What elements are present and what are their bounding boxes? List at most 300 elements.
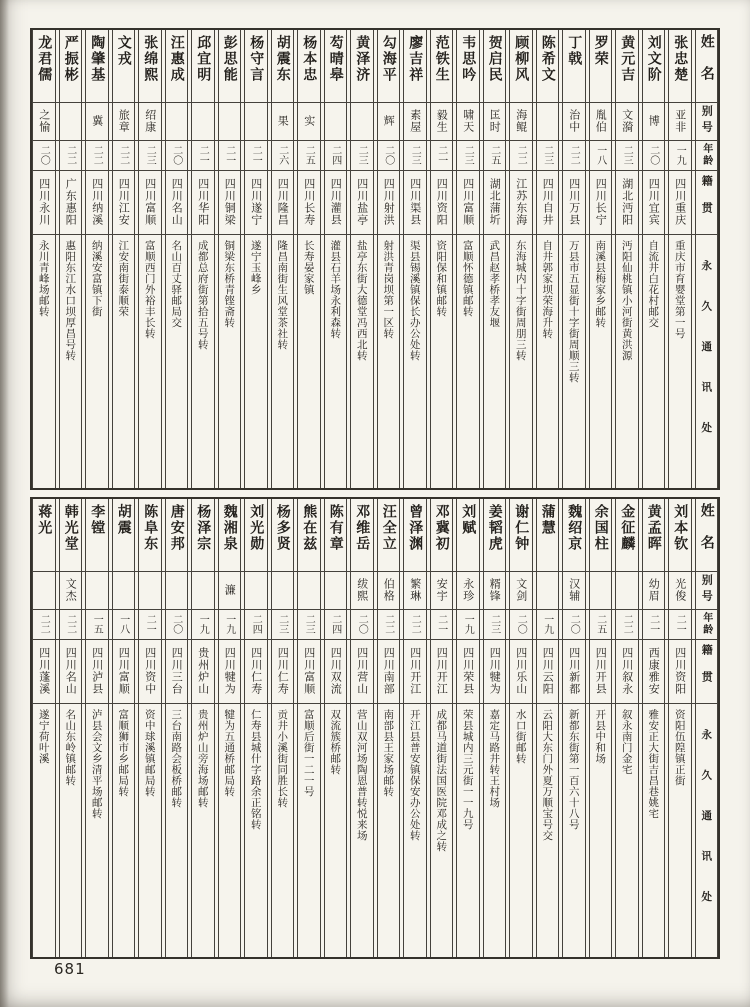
person-address: 渠县锡溪镇保长办公处转 xyxy=(408,240,421,361)
person-age: 一九 xyxy=(462,614,474,634)
person-native-place-cell xyxy=(669,639,691,703)
person-age: 二一 xyxy=(647,614,659,634)
person-alias-cell xyxy=(192,102,214,140)
person-alias-cell xyxy=(404,571,426,609)
person-native-place: 四川资阳 xyxy=(435,178,449,226)
person-name: 魏绍京 xyxy=(566,504,583,552)
person-native-place-cell xyxy=(166,170,188,234)
person-age: 一九 xyxy=(674,145,686,165)
person-alias-cell xyxy=(484,102,506,140)
person-age-cell xyxy=(404,140,426,170)
person-name: 文戎 xyxy=(115,35,132,67)
person-name: 龙君儒 xyxy=(36,35,53,83)
person-name: 邱宜明 xyxy=(195,35,212,83)
person-address-cell xyxy=(192,703,214,957)
person-name-cell xyxy=(457,499,479,571)
person-native-place-cell xyxy=(378,170,400,234)
person-native-place-cell xyxy=(563,170,585,234)
person-name: 芶晴皋 xyxy=(327,35,344,83)
person-age: 二三 xyxy=(276,614,288,634)
person-address: 纳溪安富镇下街 xyxy=(90,240,103,317)
person-entry-column xyxy=(483,30,507,488)
person-alias-cell xyxy=(351,571,373,609)
person-age: 二〇 xyxy=(356,614,368,634)
person-age: 二四 xyxy=(250,614,262,634)
person-age: 二〇 xyxy=(568,614,580,634)
person-entry-column xyxy=(112,30,136,488)
person-native-place-cell xyxy=(325,639,347,703)
person-native-place-cell xyxy=(669,170,691,234)
person-age: 二三 xyxy=(541,145,553,165)
person-address: 富顺狮市乡邮局转 xyxy=(117,709,130,797)
person-entry-column xyxy=(244,30,268,488)
person-name: 范铁生 xyxy=(433,35,450,83)
person-alias-cell xyxy=(590,571,612,609)
person-address-cell xyxy=(643,234,665,488)
person-name-cell xyxy=(60,30,82,102)
person-address-cell xyxy=(457,703,479,957)
person-name: 蒲慧 xyxy=(539,504,556,536)
person-alias: 实 xyxy=(302,115,316,127)
person-name-cell xyxy=(166,499,188,571)
person-address-cell xyxy=(484,703,506,957)
person-native-place: 四川铜梁 xyxy=(223,178,237,226)
person-entry-column xyxy=(562,499,586,957)
person-age: 二四 xyxy=(329,614,341,634)
person-address: 武昌赵孝桥孝友堰 xyxy=(488,240,501,328)
header-name-label: 姓名 xyxy=(698,503,715,567)
person-age-cell xyxy=(139,609,161,639)
person-alias: 胤伯 xyxy=(594,109,608,133)
person-native-place-cell xyxy=(563,639,585,703)
person-address: 名山东岭镇邮转 xyxy=(64,709,77,786)
person-age-cell xyxy=(669,609,691,639)
person-age: 一五 xyxy=(91,614,103,634)
person-address-cell xyxy=(378,703,400,957)
person-name: 杨本忠 xyxy=(301,35,318,83)
person-address: 开江县普安镇保安办公处转 xyxy=(408,709,421,841)
person-entry-column xyxy=(615,499,639,957)
person-native-place: 四川仁寿 xyxy=(276,647,290,695)
person-name-cell xyxy=(219,30,241,102)
person-age-cell xyxy=(60,140,82,170)
person-entry-column xyxy=(642,30,666,488)
person-address-cell xyxy=(351,234,373,488)
person-native-place-cell xyxy=(643,170,665,234)
person-name: 姜韬虎 xyxy=(486,504,503,552)
person-native-place: 四川自井 xyxy=(541,178,555,226)
person-alias: 辉 xyxy=(382,115,396,127)
person-alias-cell xyxy=(404,102,426,140)
person-address: 嘉定马路井转王村场 xyxy=(488,709,501,808)
person-alias-cell xyxy=(616,102,638,140)
person-alias-cell xyxy=(643,102,665,140)
person-name-cell xyxy=(298,499,320,571)
person-age-cell xyxy=(643,140,665,170)
person-alias-cell xyxy=(378,571,400,609)
person-native-place: 四川名山 xyxy=(64,647,78,695)
person-address: 成都马道街法国医院邓成之转 xyxy=(435,709,448,852)
person-address: 开县中和场 xyxy=(594,709,607,764)
person-age-cell xyxy=(484,140,506,170)
header-alias-cell xyxy=(696,571,718,609)
person-native-place-cell xyxy=(139,170,161,234)
person-entry-column xyxy=(297,30,321,488)
person-entry-column xyxy=(350,499,374,957)
person-name-cell xyxy=(139,30,161,102)
person-alias-cell xyxy=(431,571,453,609)
person-address: 遂宁荷叶溪 xyxy=(37,709,50,764)
person-address: 资中球溪镇邮局转 xyxy=(143,709,156,797)
person-entry-column xyxy=(32,499,56,957)
person-native-place: 四川长宁 xyxy=(594,178,608,226)
person-address: 遂宁玉峰乡 xyxy=(249,240,262,295)
person-age-cell xyxy=(404,609,426,639)
person-native-place: 四川犍为 xyxy=(488,647,502,695)
person-native-place-cell xyxy=(537,639,559,703)
person-native-place-cell xyxy=(590,170,612,234)
person-alias-cell xyxy=(272,571,294,609)
person-address: 雅安正大街吉昌巷姚宅 xyxy=(647,709,660,819)
person-address: 资阳保和镇邮转 xyxy=(435,240,448,317)
person-age: 二〇 xyxy=(38,145,50,165)
registry-table-bottom-columns xyxy=(32,499,718,957)
person-age: 二一 xyxy=(435,145,447,165)
person-name: 黄泽济 xyxy=(354,35,371,83)
person-alias-cell xyxy=(457,571,479,609)
person-name-cell xyxy=(537,30,559,102)
person-name-cell xyxy=(113,30,135,102)
person-alias-cell xyxy=(510,102,532,140)
person-age: 二〇 xyxy=(170,614,182,634)
person-name-cell xyxy=(643,499,665,571)
person-address-cell xyxy=(484,234,506,488)
person-entry-column xyxy=(562,30,586,488)
person-age-cell xyxy=(351,140,373,170)
person-native-place-cell xyxy=(219,170,241,234)
person-name: 刘赋 xyxy=(460,504,477,536)
header-name-label: 姓名 xyxy=(698,34,715,98)
person-address: 灌县石羊场永利森转 xyxy=(329,240,342,339)
person-name: 张绵熙 xyxy=(142,35,159,83)
person-age: 二一 xyxy=(250,145,262,165)
person-alias: 冀 xyxy=(90,115,104,127)
person-native-place-cell xyxy=(139,639,161,703)
person-name: 陈阜东 xyxy=(142,504,159,552)
registry-table-top xyxy=(30,28,720,490)
person-address: 南部县王家场邮转 xyxy=(382,709,395,797)
person-age-cell xyxy=(139,140,161,170)
person-name: 邓维岳 xyxy=(354,504,371,552)
person-address: 荣县城内三元街一一九号 xyxy=(461,709,474,830)
row-divider xyxy=(32,639,718,640)
person-alias: 光俊 xyxy=(673,578,687,602)
person-alias: 绍康 xyxy=(143,109,157,133)
row-divider xyxy=(32,234,718,235)
person-name: 金征麟 xyxy=(619,504,636,552)
person-alias: 旅章 xyxy=(117,109,131,133)
person-entry-column xyxy=(138,30,162,488)
person-address-cell xyxy=(298,703,320,957)
person-alias-cell xyxy=(113,571,135,609)
person-name: 李镗 xyxy=(89,504,106,536)
person-age: 二三 xyxy=(356,145,368,165)
person-alias: 果 xyxy=(276,115,290,127)
person-age-cell xyxy=(33,140,55,170)
person-native-place: 四川永川 xyxy=(37,178,51,226)
person-age: 二五 xyxy=(303,145,315,165)
person-age: 二〇 xyxy=(382,145,394,165)
person-name: 杨守言 xyxy=(248,35,265,83)
person-entry-column xyxy=(430,30,454,488)
person-address: 叙永南门金宅 xyxy=(620,709,633,775)
person-native-place: 四川江安 xyxy=(117,178,131,226)
person-age: 二二 xyxy=(515,145,527,165)
person-address-cell xyxy=(510,703,532,957)
person-entry-column xyxy=(324,499,348,957)
person-entry-column xyxy=(59,30,83,488)
person-native-place: 四川富顺 xyxy=(117,647,131,695)
person-name: 张忠楚 xyxy=(672,35,689,83)
person-name: 丁戟 xyxy=(566,35,583,67)
person-address-cell xyxy=(245,703,267,957)
person-name: 彭思能 xyxy=(221,35,238,83)
person-alias-cell xyxy=(60,102,82,140)
person-name: 勾海平 xyxy=(380,35,397,83)
person-address-cell xyxy=(33,234,55,488)
header-alias-label: 别号 xyxy=(700,105,714,137)
person-name: 魏湘泉 xyxy=(221,504,238,552)
person-address-cell xyxy=(404,703,426,957)
person-native-place-cell xyxy=(60,639,82,703)
person-address-cell xyxy=(272,703,294,957)
person-address-cell xyxy=(86,703,108,957)
person-native-place: 四川长寿 xyxy=(302,178,316,226)
person-name: 黄元吉 xyxy=(619,35,636,83)
person-age-cell xyxy=(86,140,108,170)
person-age: 二〇 xyxy=(647,145,659,165)
person-native-place-cell xyxy=(86,639,108,703)
person-native-place: 湖北蒲圻 xyxy=(488,178,502,226)
person-name-cell xyxy=(325,30,347,102)
person-age-cell xyxy=(86,609,108,639)
person-alias-cell xyxy=(33,571,55,609)
person-age: 二三 xyxy=(409,145,421,165)
person-address-cell xyxy=(113,234,135,488)
person-alias-cell xyxy=(457,102,479,140)
person-entry-column xyxy=(165,30,189,488)
person-address: 泸县会文乡清平场邮转 xyxy=(90,709,103,819)
person-native-place: 贵州炉山 xyxy=(196,647,210,695)
person-native-place: 四川富顺 xyxy=(302,647,316,695)
person-alias-cell xyxy=(510,571,532,609)
person-alias-cell xyxy=(298,571,320,609)
person-native-place: 四川荣县 xyxy=(461,647,475,695)
person-alias-cell xyxy=(484,571,506,609)
person-entry-column xyxy=(377,30,401,488)
person-age: 二〇 xyxy=(515,614,527,634)
person-native-place: 四川营山 xyxy=(355,647,369,695)
person-native-place-cell xyxy=(643,639,665,703)
person-name-cell xyxy=(510,30,532,102)
person-entry-column xyxy=(112,499,136,957)
person-native-place: 四川资阳 xyxy=(673,647,687,695)
person-alias-cell xyxy=(86,571,108,609)
person-name-cell xyxy=(669,499,691,571)
person-age-cell xyxy=(325,140,347,170)
person-native-place-cell xyxy=(484,639,506,703)
person-entry-column xyxy=(456,30,480,488)
person-address: 贡井小溪街同胜长转 xyxy=(276,709,289,808)
person-name-cell xyxy=(245,499,267,571)
person-address-cell xyxy=(325,234,347,488)
person-name-cell xyxy=(404,30,426,102)
person-name-cell xyxy=(616,30,638,102)
person-address: 富顺西门外裕丰长转 xyxy=(143,240,156,339)
person-entry-column xyxy=(165,499,189,957)
person-name-cell xyxy=(590,499,612,571)
person-age: 一九 xyxy=(197,614,209,634)
person-age-cell xyxy=(60,609,82,639)
person-address: 富顺后街一二一号 xyxy=(302,709,315,797)
person-native-place-cell xyxy=(510,170,532,234)
person-native-place-cell xyxy=(404,639,426,703)
person-address: 长寿晏家镇 xyxy=(302,240,315,295)
person-age: 二三 xyxy=(303,614,315,634)
person-age: 二二 xyxy=(117,145,129,165)
person-entry-column xyxy=(85,30,109,488)
person-native-place-cell xyxy=(457,639,479,703)
person-name: 谢仁钟 xyxy=(513,504,530,552)
person-native-place-cell xyxy=(351,170,373,234)
person-address-cell xyxy=(33,703,55,957)
person-age: 二二 xyxy=(64,145,76,165)
person-entry-column xyxy=(32,30,56,488)
person-name-cell xyxy=(616,499,638,571)
person-entry-column xyxy=(403,499,427,957)
person-address-cell xyxy=(510,234,532,488)
person-alias: 海鲲 xyxy=(514,109,528,133)
header-column xyxy=(695,499,719,957)
person-age: 二二 xyxy=(382,614,394,634)
person-alias: 匡时 xyxy=(488,109,502,133)
person-name: 黄孟晖 xyxy=(645,504,662,552)
person-entry-column xyxy=(271,30,295,488)
person-name-cell xyxy=(298,30,320,102)
person-name-cell xyxy=(404,499,426,571)
person-address: 盐亭东街大德堂冯西北转 xyxy=(355,240,368,361)
person-name-cell xyxy=(510,499,532,571)
person-age-cell xyxy=(563,140,585,170)
person-name-cell xyxy=(86,30,108,102)
person-age-cell xyxy=(113,609,135,639)
person-name-cell xyxy=(113,499,135,571)
person-age-cell xyxy=(537,140,559,170)
person-name: 胡震东 xyxy=(274,35,291,83)
person-address-cell xyxy=(590,703,612,957)
person-alias-cell xyxy=(537,102,559,140)
person-alias-cell xyxy=(378,102,400,140)
person-native-place: 西康雅安 xyxy=(647,647,661,695)
person-alias-cell xyxy=(139,571,161,609)
person-alias-cell xyxy=(590,102,612,140)
person-age: 二六 xyxy=(276,145,288,165)
person-native-place: 四川犍为 xyxy=(223,647,237,695)
person-age: 二二 xyxy=(91,145,103,165)
person-address-cell xyxy=(643,703,665,957)
person-address-cell xyxy=(431,234,453,488)
person-age: 二四 xyxy=(329,145,341,165)
person-native-place-cell xyxy=(113,639,135,703)
person-alias: 啸天 xyxy=(461,109,475,133)
person-alias: 博 xyxy=(647,115,661,127)
person-address-cell xyxy=(404,234,426,488)
row-divider xyxy=(32,102,718,103)
person-age-cell xyxy=(219,609,241,639)
person-native-place-cell xyxy=(616,639,638,703)
person-native-place-cell xyxy=(192,639,214,703)
person-native-place-cell xyxy=(378,639,400,703)
person-entry-column xyxy=(536,499,560,957)
person-native-place: 湖北沔阳 xyxy=(620,178,634,226)
person-name: 余国柱 xyxy=(592,504,609,552)
person-age-cell xyxy=(457,140,479,170)
person-address-cell xyxy=(325,703,347,957)
person-alias-cell xyxy=(139,102,161,140)
person-native-place-cell xyxy=(431,170,453,234)
person-entry-column xyxy=(218,30,242,488)
registry-table-bottom xyxy=(30,497,720,959)
person-native-place: 广东惠阳 xyxy=(64,178,78,226)
person-address: 重庆市育婴堂第一号 xyxy=(673,240,686,339)
person-native-place-cell xyxy=(404,170,426,234)
person-alias-cell xyxy=(192,571,214,609)
person-age-cell xyxy=(113,140,135,170)
header-address-cell xyxy=(696,234,718,488)
person-alias-cell xyxy=(325,571,347,609)
person-entry-column xyxy=(297,499,321,957)
person-entry-column xyxy=(59,499,83,957)
header-address-label: 永久通讯处 xyxy=(700,259,713,463)
person-name-cell xyxy=(378,499,400,571)
person-age-cell xyxy=(245,609,267,639)
person-alias: 文漪 xyxy=(620,109,634,133)
person-name: 韩光堂 xyxy=(62,504,79,552)
person-name-cell xyxy=(325,499,347,571)
person-address: 东海城内十字街周朋三转 xyxy=(514,240,527,361)
person-alias: 汉辅 xyxy=(567,578,581,602)
person-age-cell xyxy=(192,140,214,170)
person-alias: 安宇 xyxy=(435,578,449,602)
person-alias: 亚非 xyxy=(673,109,687,133)
person-native-place: 四川隆昌 xyxy=(276,178,290,226)
person-address-cell xyxy=(219,234,241,488)
person-name-cell xyxy=(272,30,294,102)
person-address-cell xyxy=(563,703,585,957)
person-native-place-cell xyxy=(219,639,241,703)
person-alias-cell xyxy=(166,102,188,140)
person-address-cell xyxy=(192,234,214,488)
person-name-cell xyxy=(245,30,267,102)
header-native-cell xyxy=(696,170,718,234)
person-native-place: 四川泸县 xyxy=(90,647,104,695)
person-entry-column xyxy=(403,30,427,488)
person-native-place: 四川纳溪 xyxy=(90,178,104,226)
person-age-cell xyxy=(484,609,506,639)
header-name-cell xyxy=(696,30,718,102)
person-age: 二二 xyxy=(568,145,580,165)
person-native-place-cell xyxy=(510,639,532,703)
